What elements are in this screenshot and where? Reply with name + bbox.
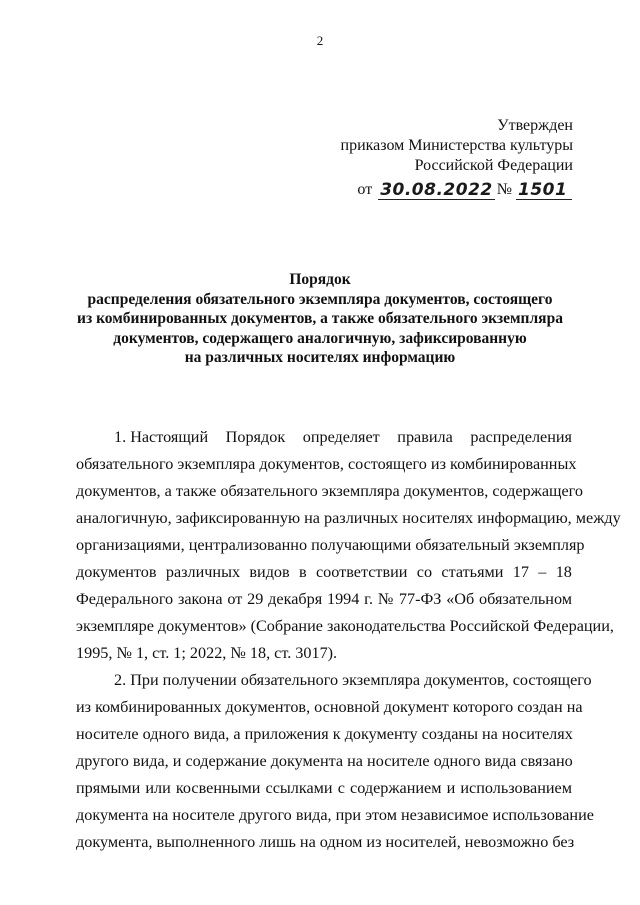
paragraph-line: Федерального закона от 29 декабря 1994 г. № 77-ФЗ «Об обязательном xyxy=(76,590,572,608)
paragraph-line: другого вида, и содержание документа на носителе одного вида связано xyxy=(76,752,573,770)
title-line-2: из комбинированных документов, а также обязательного экземпляра xyxy=(77,310,563,327)
order-date-handwritten: 30.08.2022 xyxy=(380,180,493,200)
paragraph-word: правила xyxy=(397,428,453,446)
paragraph-word: со xyxy=(416,563,433,581)
paragraph-line: прямыми или косвенными ссылками с содержанием и использованием xyxy=(76,779,572,797)
approval-line-approved: Утвержден xyxy=(497,117,573,134)
paragraph-line: обязательного экземпляра документов, состоящего из комбинированных xyxy=(76,455,577,473)
title-line-3: документов, содержащего аналогичную, зафиксированную xyxy=(113,329,527,347)
paragraph-line xyxy=(76,424,572,451)
paragraph-word: различных xyxy=(165,563,241,581)
order-number-sign: № xyxy=(496,181,512,198)
paragraph-line: организациями, централизованно получающими обязательный экземпляр xyxy=(76,536,585,554)
paragraph-line xyxy=(76,559,572,586)
paragraph-word: в xyxy=(299,563,307,581)
paragraph-word: статьями xyxy=(441,563,504,581)
title-heading: Порядок xyxy=(289,271,351,288)
paragraph-word: распределения xyxy=(470,428,572,446)
paragraph-line: документа, выполненного лишь на одном из носителей, невозможно без xyxy=(76,833,575,851)
paragraph-word: соответствии xyxy=(315,563,408,581)
title-line-1: распределения обязательного экземпляра документов, состоящего xyxy=(87,290,553,308)
paragraph-line: 1995, № 1, ст. 1; 2022, № 18, ст. 3017). xyxy=(76,644,338,662)
order-prefix: от xyxy=(357,181,373,198)
paragraph-word: 1. Настоящий xyxy=(114,428,209,446)
paragraph-word: 18 xyxy=(555,563,572,581)
order-reference xyxy=(357,180,572,200)
paragraph-word: документов xyxy=(76,563,157,581)
paragraph-line: из комбинированных документов, основной документ которого создан на xyxy=(76,698,583,716)
paragraph-line: экземпляре документов» (Собрание законодательства Российской Федерации, xyxy=(76,617,614,635)
approval-line-order-of-ministry: приказом Министерства культуры xyxy=(340,137,573,154)
approval-block xyxy=(341,116,574,176)
paragraph-line: 2. При получении обязательного экземпляра документов, состоящего xyxy=(114,671,592,689)
page-number: 2 xyxy=(316,33,324,48)
paragraph-line: аналогичную, зафиксированную на различных носителях информацию, между xyxy=(76,509,621,527)
paragraph-line: документа на носителе другого вида, при этом независимое использование xyxy=(76,806,594,824)
order-number-handwritten: 1501 xyxy=(516,181,572,200)
approval-line-russian-federation: Российской Федерации xyxy=(414,157,573,174)
document-title xyxy=(0,270,640,368)
paragraph-word: определяет xyxy=(302,428,380,446)
paragraph-word: Порядок xyxy=(225,428,286,446)
paragraph-line: документов, а также обязательного экземпляра документов, содержащего xyxy=(76,482,584,500)
document-body xyxy=(76,424,621,856)
paragraph-1 xyxy=(76,424,621,667)
paragraph-word: 17 xyxy=(512,563,529,581)
paragraph-2 xyxy=(76,667,594,856)
paragraph-word: – xyxy=(538,563,547,581)
title-line-4: на различных носителях информацию xyxy=(184,349,456,366)
paragraph-word: видов xyxy=(249,563,290,581)
paragraph-line: носителе одного вида, а приложения к документу созданы на носителях xyxy=(76,725,573,743)
